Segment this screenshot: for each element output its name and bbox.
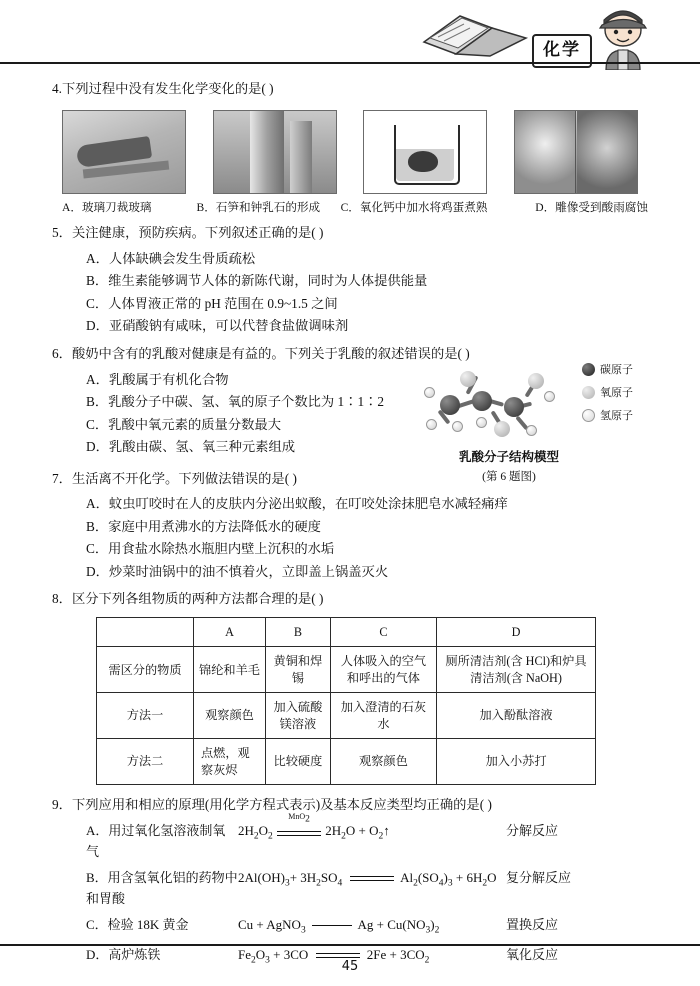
application-label-a: A．用过氧化氢溶液制氧气 [86, 822, 226, 859]
oxygen-atom [494, 421, 510, 437]
option-caption-a: A．玻璃刀裁玻璃 [62, 200, 152, 214]
legend-label: 氢原子 [600, 408, 633, 422]
carbon-atom [440, 395, 460, 415]
question-7-option-b: B．家庭中用煮沸水的方法降低水的硬度 [86, 518, 321, 534]
table-header-row [97, 617, 596, 646]
question-6-option-c: C．乳酸中氧元素的质量分数最大 [86, 416, 282, 432]
application-label-c: C．检验 18K 黄金 [86, 916, 189, 932]
equation-d: $Fe_2O_3 + 3CO$ $2Fe + 3CO_2$ [238, 946, 430, 966]
exercise-content [52, 78, 648, 974]
cell-a1: 锦纶和羊毛 [194, 647, 266, 693]
open-book-icon [420, 12, 530, 58]
hydrogen-atom [544, 391, 555, 402]
hydrogen-atom [424, 387, 435, 398]
subject-badge: 化学 [532, 34, 592, 68]
cell-c2: 加入澄清的石灰水 [330, 693, 436, 739]
cell-c1: 人体吸入的空气和呼出的气体 [330, 647, 436, 693]
question-4-images [52, 104, 648, 194]
equation-a: $2H_2O_2$ MnO$_2$ $2H_2O$ + $O_2↑$ [238, 812, 390, 842]
question-7-option-a: A．蚊虫叮咬时在人的皮肤内分泌出蚁酸，在叮咬处涂抹肥皂水减轻痛痒 [86, 496, 508, 512]
oxygen-atom [528, 373, 544, 389]
legend-label: 碳原子 [600, 362, 633, 376]
question-9-row-a [52, 812, 648, 862]
question-5-stem: 5．关注健康，预防疾病。下列叙述正确的是( ) [52, 225, 324, 241]
cell-d2: 加入酚酞溶液 [437, 693, 596, 739]
reaction-type-b: 复分解反应 [506, 869, 572, 885]
oxygen-atom [460, 371, 476, 387]
row-label-substances: 需区分的物质 [97, 647, 194, 693]
cell-a3: 点燃，观察灰烬 [194, 739, 266, 785]
question-6-option-d: D．乳酸由碳、氢、氧三种元素组成 [86, 439, 296, 455]
equation-c: Cu + AgNO$_3$ $Ag + Cu(NO_3)_2$ [238, 916, 440, 936]
cell-d1: 厕所清洁剂(含 HCl)和炉具清洁剂(含 NaOH) [437, 647, 596, 693]
option-caption-b: B．石笋和钟乳石的形成 [196, 200, 321, 214]
application-label-b: B．用含氢氧化铝的药物中和胃酸 [86, 869, 238, 906]
legend-label: 氧原子 [600, 385, 633, 399]
question-5-option-b: B．维生素能够调节人体的新陈代谢，同时为人体提供能量 [86, 273, 428, 289]
page-number: 45 [341, 959, 359, 974]
table-row [97, 647, 596, 693]
carbon-atom [504, 397, 524, 417]
oxygen-legend-icon [582, 386, 595, 399]
acid-rain-statue-image [514, 110, 638, 194]
top-rule [0, 62, 700, 64]
cell-b2: 加入硫酸镁溶液 [266, 693, 331, 739]
molecule-legend [582, 361, 658, 429]
hydrogen-legend-icon [582, 409, 595, 422]
carbon-legend-icon [582, 363, 595, 376]
reaction-type-d: 氧化反应 [506, 946, 559, 962]
option-caption-d: D．雕像受到酸雨腐蚀 [535, 200, 648, 214]
cell-c3: 观察颜色 [330, 739, 436, 785]
question-6-option-a: A．乳酸属于有机化合物 [86, 371, 229, 387]
hydrogen-atom [526, 425, 537, 436]
question-9-row-c [52, 914, 648, 939]
equation-b: $2Al(OH)_3+ 3H_2SO_4$ $Al_2(SO_4)_3 + 6H_2O$ [238, 869, 497, 889]
question-4-stem: 4.下列过程中没有发生化学变化的是( ) [52, 81, 274, 96]
question-7-stem: 7．生活离不开化学。下列做法错误的是( ) [52, 470, 297, 486]
question-9-stem: 9．下列应用和相应的原理(用化学方程式表示)及基本反应类型均正确的是( ) [52, 797, 492, 813]
row-label-method-two: 方法二 [97, 739, 194, 785]
reaction-type-a: 分解反应 [506, 822, 559, 838]
cell-b1: 黄铜和焊锡 [266, 647, 331, 693]
cell-a2: 观察颜色 [194, 693, 266, 739]
lactic-acid-figure [418, 359, 658, 487]
legend-item-hydrogen [582, 407, 658, 425]
figure-subtitle: (第 6 题图) [482, 471, 536, 484]
question-6-stem: 6．酸奶中含有的乳酸对健康是有益的。下列关于乳酸的叙述错误的是( ) [52, 345, 470, 361]
question-5-option-d: D．亚硝酸钠有咸味，可以代替食盐做调味剂 [86, 318, 349, 334]
application-label-d: D．高炉炼铁 [86, 946, 161, 962]
question-7-option-c: C．用食盐水除热水瓶胆内壁上沉积的水垢 [86, 541, 335, 557]
hydrogen-atom [476, 417, 487, 428]
header-decoration [410, 6, 670, 76]
cell-d3: 加入小苏打 [437, 739, 596, 785]
carbon-atom [472, 391, 492, 411]
table-row [97, 693, 596, 739]
cell-b3: 比较硬度 [266, 739, 331, 785]
column-header-d: D [437, 617, 596, 646]
legend-item-oxygen [582, 384, 658, 402]
column-header-a: A [194, 617, 266, 646]
question-8-stem: 8．区分下列各组物质的两种方法都合理的是( ) [52, 591, 324, 607]
question-7-option-d: D．炒菜时油锅中的油不慎着火，立即盖上锅盖灭火 [86, 563, 389, 579]
question-6-option-b: B．乳酸分子中碳、氢、氧的原子个数比为 1∶1∶2 [86, 394, 385, 410]
reaction-type-c: 置换反应 [506, 916, 559, 932]
table-row [97, 739, 596, 785]
column-header-c: C [330, 617, 436, 646]
figure-title: 乳酸分子结构模型 [458, 449, 559, 464]
stalagmite-image [213, 110, 337, 194]
question-9-row-b [52, 867, 648, 909]
hydrogen-atom [452, 421, 463, 432]
glass-cutter-image [62, 110, 186, 194]
comparison-table [96, 617, 596, 785]
column-header-b: B [266, 617, 331, 646]
legend-item-carbon [582, 361, 658, 379]
question-4-captions [52, 194, 648, 218]
question-5-option-c: C．人体胃液正常的 pH 范围在 0.9~1.5 之间 [86, 295, 338, 311]
molecule-model-image [418, 359, 658, 445]
question-5-option-a: A．人体缺碘会发生骨质疏松 [86, 250, 256, 266]
table-corner-cell [97, 617, 194, 646]
row-label-method-one: 方法一 [97, 693, 194, 739]
beaker-egg-image [363, 110, 487, 194]
hydrogen-atom [426, 419, 437, 430]
student-mascot-icon [588, 8, 658, 70]
option-caption-c: C．氧化钙中加水将鸡蛋煮熟 [340, 200, 488, 214]
